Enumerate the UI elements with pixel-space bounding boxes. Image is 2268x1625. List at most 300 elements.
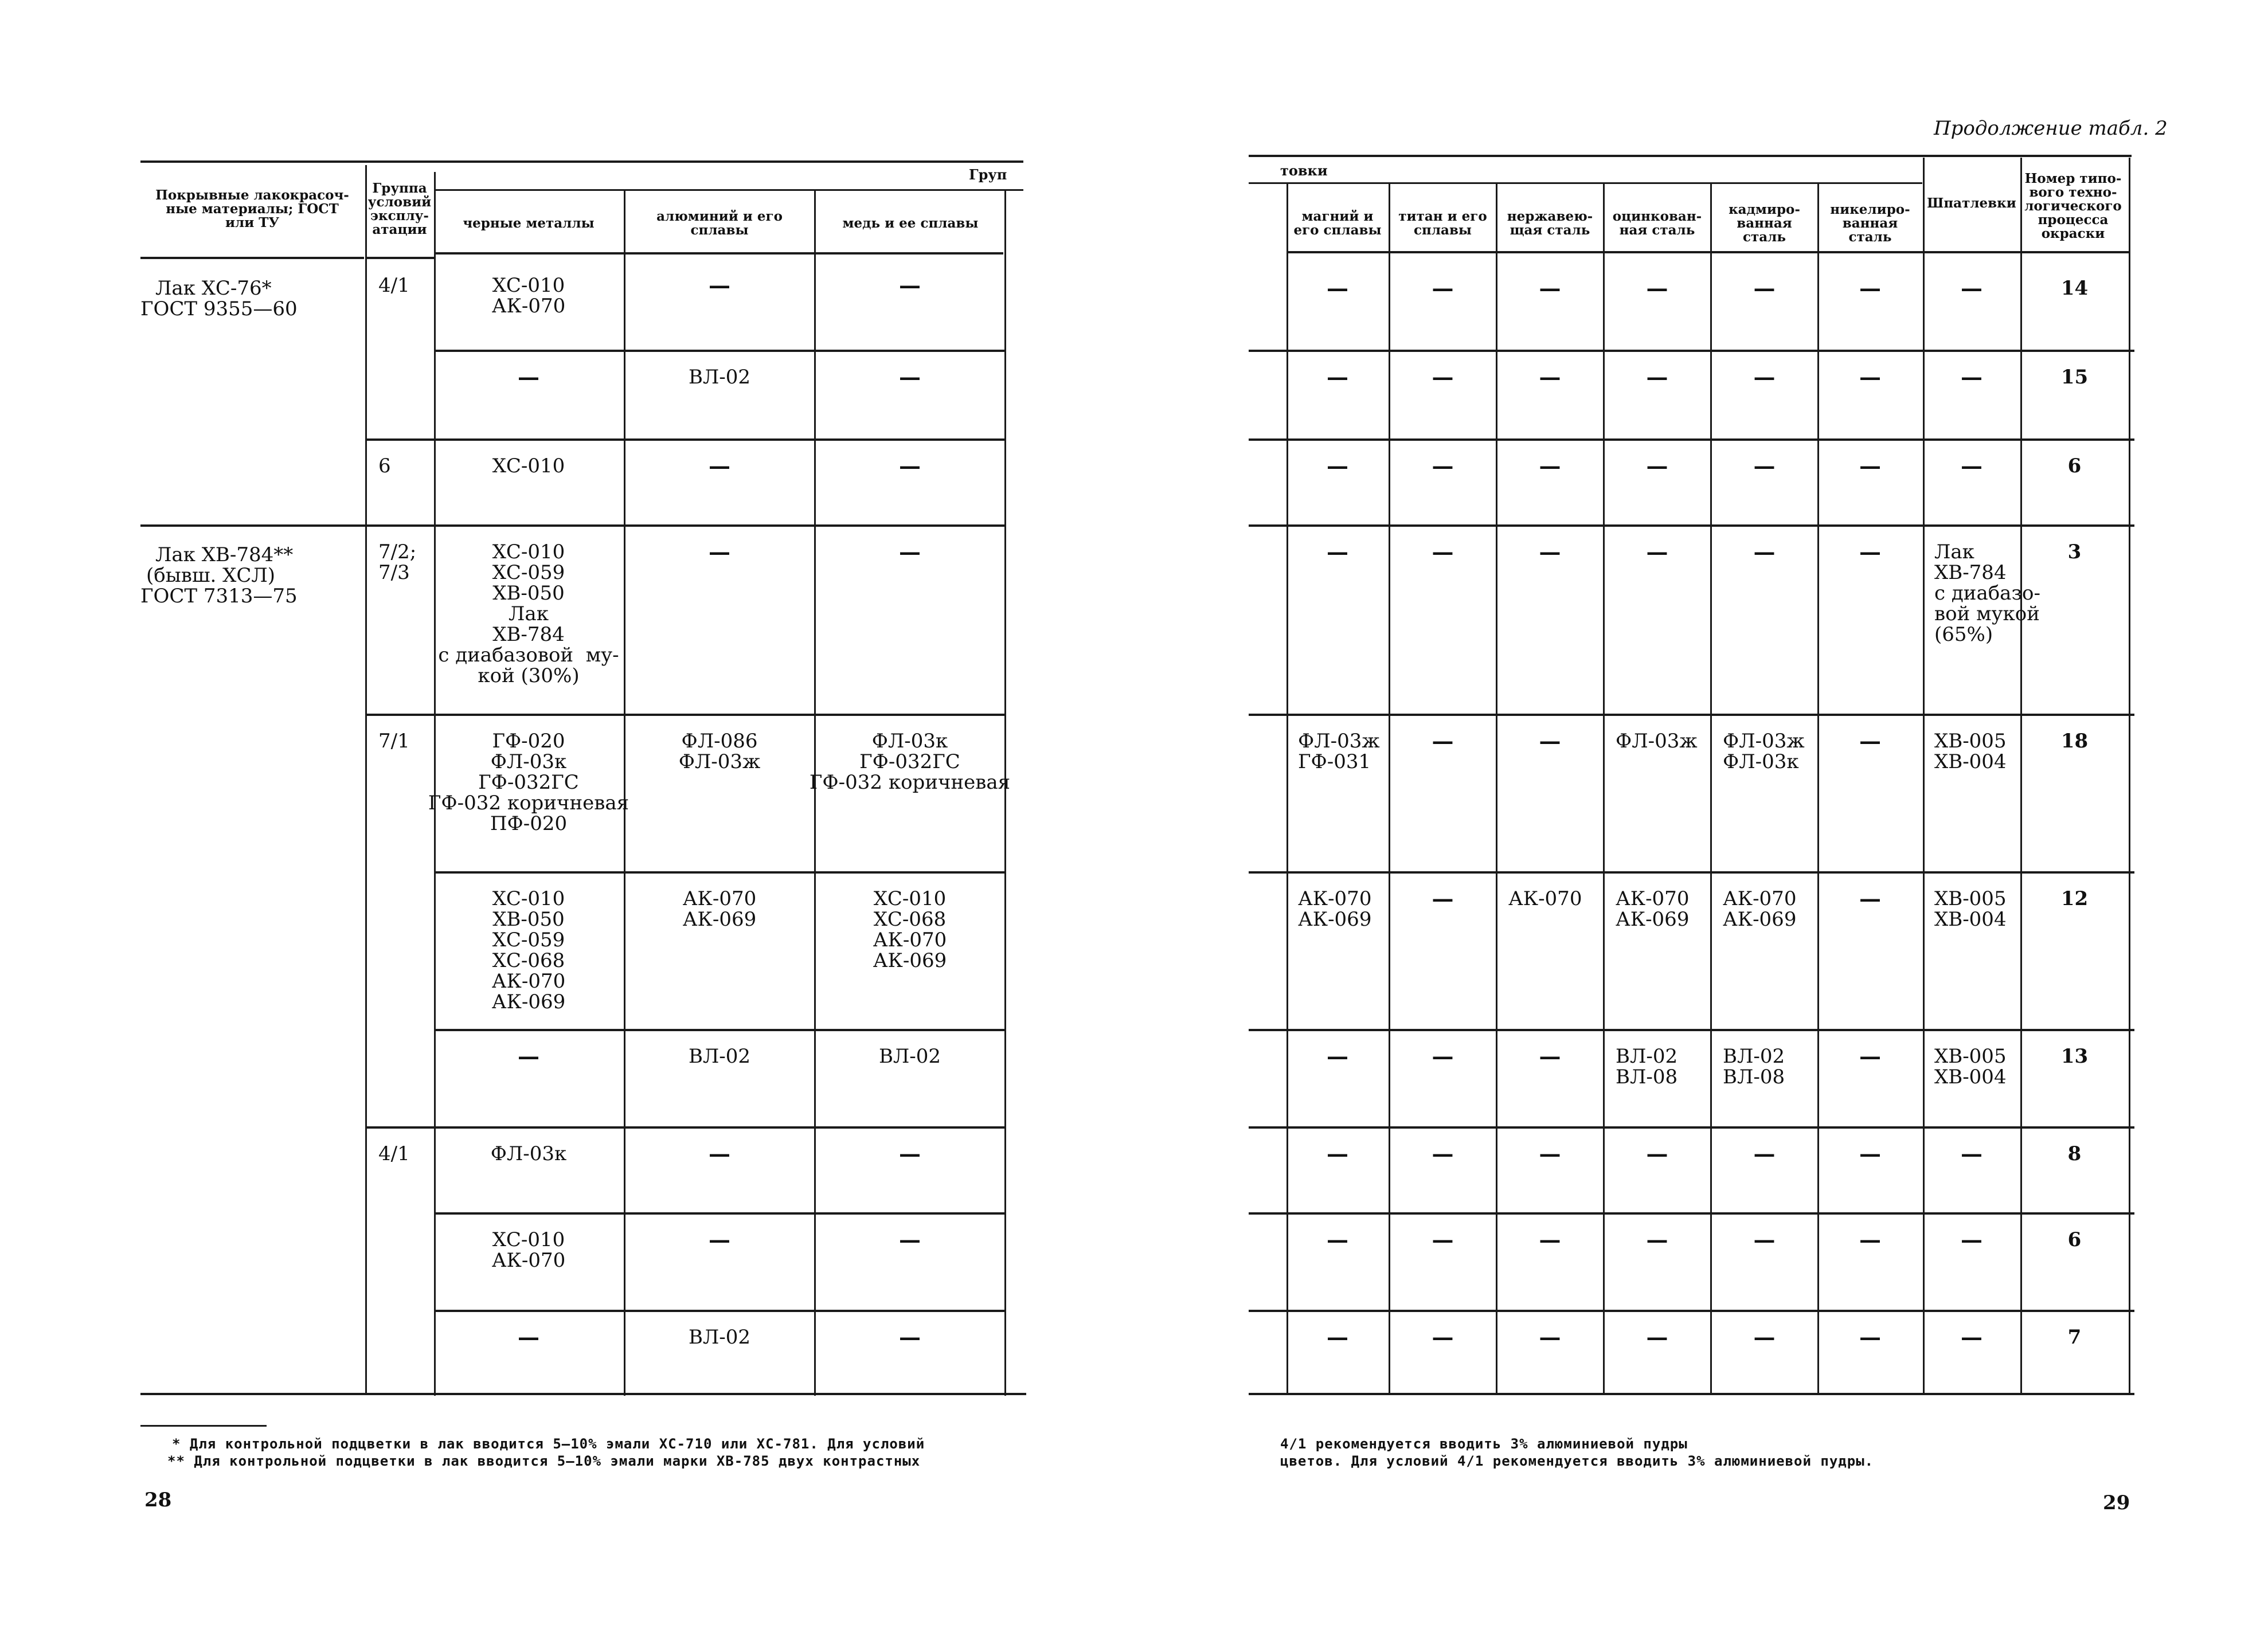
process-number: 12	[2060, 887, 2089, 910]
vline-col	[1603, 182, 1605, 1393]
black-metals-cell-line: ГФ-032 коричневая	[428, 792, 629, 815]
putty-cell-line: ХВ-005	[1934, 730, 2007, 753]
galv-cell	[1604, 1229, 1710, 1250]
st-cell-line: —	[1539, 728, 1561, 754]
ti-cell-line: —	[1432, 275, 1454, 301]
process-number-cell	[2021, 1144, 2128, 1164]
copper-cell	[815, 1229, 1004, 1250]
copper-cell-line: ГФ-032 коричневая	[809, 771, 1011, 794]
putty-cell-line: с диабазо-	[1934, 582, 2040, 605]
mg-cell-line: —	[1327, 1227, 1348, 1252]
st-cell-line: —	[1539, 1043, 1561, 1069]
ti-cell	[1390, 1043, 1496, 1069]
cad-cell-line: АК-069	[1723, 908, 1797, 931]
ti-cell-line: —	[1432, 1141, 1454, 1166]
putty-cell-line: (65%)	[1934, 623, 1993, 646]
mg-cell	[1286, 453, 1389, 479]
header-galvanized: оцинкован- ная сталь	[1612, 209, 1702, 238]
process-number: 3	[2067, 541, 2082, 563]
galv-cell-line: ФЛ-03ж	[1616, 730, 1698, 753]
ni-cell-line: —	[1859, 275, 1881, 301]
copper-cell-line: ХС-068	[873, 908, 947, 931]
ni-cell	[1819, 453, 1922, 479]
galv-cell	[1616, 888, 1710, 930]
cad-cell-line: —	[1753, 539, 1776, 565]
mg-cell-line: —	[1327, 275, 1348, 301]
cad-cell	[1711, 275, 1817, 301]
ti-cell	[1390, 1229, 1496, 1250]
process-number-cell	[2021, 456, 2128, 476]
copper-cell	[815, 453, 1004, 479]
cad-cell	[1711, 1324, 1817, 1350]
ni-cell	[1819, 728, 1922, 754]
black-metals-cell-line: Лак	[509, 602, 549, 625]
black-metals-cell-line: ХС-059	[492, 929, 565, 951]
galv-cell	[1616, 1046, 1710, 1087]
cad-cell	[1711, 453, 1817, 479]
ni-cell	[1819, 364, 1922, 390]
row-separator	[436, 1126, 1006, 1129]
galv-cell-line: —	[1646, 1324, 1668, 1350]
material-line: ГОСТ 7313—75	[140, 585, 298, 608]
mg-cell-line: —	[1327, 453, 1348, 479]
mg-cell	[1286, 364, 1389, 390]
cad-cell-line: ВЛ-08	[1723, 1066, 1785, 1088]
row-separator	[1249, 1126, 2134, 1129]
group-separator	[367, 524, 435, 527]
st-cell	[1497, 453, 1603, 479]
process-number-cell	[2021, 1046, 2128, 1067]
black-metals-cell-line: ХС-010	[492, 455, 565, 477]
cad-cell	[1711, 539, 1817, 565]
process-number-cell	[2021, 888, 2128, 909]
footnote-2: ** Для контрольной подцветки в лак вводится 5—10% эмали марки ХВ-785 двух контрастных	[167, 1453, 921, 1469]
putty-cell-line: —	[1961, 364, 1982, 390]
header-magnesium: магний и его сплавы	[1293, 209, 1382, 238]
aluminium-cell-line: —	[709, 272, 730, 298]
header-putty: Шпатлевки	[1927, 195, 2016, 211]
black-metals-cell-line: ХС-010	[492, 1228, 565, 1251]
header-copper: медь и ее сплавы	[842, 216, 979, 231]
copper-cell	[815, 1046, 1004, 1067]
aluminium-cell-line: ФЛ-086	[681, 730, 758, 753]
st-cell-line: —	[1539, 1141, 1561, 1166]
row-separator	[436, 1029, 1006, 1031]
aluminium-cell-line: —	[709, 1227, 730, 1252]
vline-col	[1496, 182, 1497, 1393]
mg-cell-line: ФЛ-03ж	[1298, 730, 1380, 753]
putty-cell-line: ХВ-004	[1934, 1066, 2007, 1088]
st-cell-line: —	[1539, 1227, 1561, 1252]
galv-cell-line: —	[1646, 453, 1668, 479]
row-separator	[1249, 1212, 2134, 1215]
row-separator	[1249, 714, 2134, 716]
material-line: Лак ХВ-784**	[155, 543, 294, 566]
vline-col	[1286, 182, 1288, 1393]
footnote-cont-2: цветов. Для условий 4/1 рекомендуется вводить 3% алюминиевой пудры.	[1280, 1453, 1874, 1469]
copper-cell-line: АК-070	[873, 929, 947, 951]
aluminium-cell-line: АК-069	[682, 908, 757, 931]
ni-cell-line: —	[1859, 728, 1881, 754]
st-cell	[1497, 1141, 1603, 1166]
aluminium-cell-line: ВЛ-02	[688, 1326, 751, 1349]
page-number-right: 29	[2103, 1491, 2130, 1514]
header-black-metals: черные металлы	[463, 216, 595, 231]
mg-cell	[1286, 1229, 1389, 1250]
material-separator	[140, 524, 365, 527]
cad-cell-line: ФЛ-03ж	[1723, 730, 1805, 753]
black-metals-cell-line: ХВ-784	[492, 623, 565, 646]
copper-cell-line: —	[899, 1324, 921, 1350]
ti-cell	[1390, 275, 1496, 301]
ni-cell	[1819, 1229, 1922, 1250]
aluminium-cell-line: —	[709, 539, 730, 565]
galv-cell	[1604, 453, 1710, 479]
group-cell: 7/1	[378, 730, 410, 753]
process-number: 6	[2067, 1228, 2082, 1251]
galv-cell-line: АК-070	[1616, 887, 1690, 910]
putty-cell-line: ХВ-005	[1934, 1045, 2007, 1068]
galv-cell-line: АК-069	[1616, 908, 1690, 931]
aluminium-cell	[625, 731, 814, 772]
putty-cell-line: ХВ-005	[1934, 887, 2007, 910]
black-metals-cell-line: ХС-010	[492, 274, 565, 297]
black-metals-cell-line: с диабазовой му-	[438, 644, 619, 667]
st-cell	[1497, 539, 1603, 565]
ni-cell	[1819, 888, 1922, 909]
copper-cell	[815, 1324, 1004, 1350]
putty-cell	[1923, 1141, 2020, 1166]
galv-cell-line: —	[1646, 539, 1668, 565]
aluminium-cell	[625, 453, 814, 479]
process-number-cell	[2021, 278, 2128, 299]
ni-cell-line: —	[1859, 1141, 1881, 1166]
st-cell	[1497, 1043, 1603, 1069]
mg-cell	[1286, 1324, 1389, 1350]
ni-cell-line: —	[1859, 453, 1881, 479]
ni-cell-line: —	[1859, 886, 1881, 911]
right-page	[1134, 0, 2268, 1625]
ni-cell	[1819, 275, 1922, 301]
cad-cell-line: —	[1753, 453, 1776, 479]
group-separator	[367, 1126, 435, 1129]
galv-cell	[1604, 1324, 1710, 1350]
mg-cell-line: ГФ-031	[1298, 750, 1371, 773]
row-separator	[436, 438, 1006, 441]
ni-cell	[1819, 1141, 1922, 1166]
black-metals-cell	[434, 364, 623, 390]
putty-cell	[1923, 364, 2020, 390]
process-number-cell	[2021, 731, 2128, 751]
mg-cell-line: —	[1327, 364, 1348, 390]
group-cell: 7/2; 7/3	[378, 541, 417, 584]
ni-cell-line: —	[1859, 1043, 1881, 1069]
mg-cell-line: —	[1327, 539, 1348, 565]
ti-cell	[1390, 728, 1496, 754]
aluminium-cell	[625, 367, 814, 387]
galv-cell-line: ВЛ-02	[1616, 1045, 1678, 1068]
putty-cell	[1923, 453, 2020, 479]
material-line: Лак ХС-76*	[155, 277, 272, 300]
aluminium-cell	[625, 1046, 814, 1067]
st-cell-line: —	[1539, 453, 1561, 479]
ti-cell	[1390, 888, 1496, 909]
process-number: 14	[2060, 277, 2089, 300]
mg-cell	[1298, 731, 1389, 772]
copper-cell-line: ФЛ-03к	[871, 730, 948, 753]
putty-cell	[1934, 731, 2020, 772]
header-cadmium: кадмиро- ванная сталь	[1729, 202, 1800, 245]
putty-cell-line: ХВ-004	[1934, 908, 2007, 931]
process-number: 7	[2067, 1326, 2082, 1349]
galv-cell	[1604, 1141, 1710, 1166]
aluminium-cell	[625, 272, 814, 298]
copper-cell-line: —	[899, 272, 921, 298]
aluminium-cell-line: ФЛ-03ж	[678, 750, 761, 773]
row-separator	[1249, 1029, 2134, 1031]
putty-cell-line: —	[1961, 275, 1982, 301]
top-rule	[1249, 155, 2132, 157]
st-cell	[1497, 728, 1603, 754]
cad-cell	[1711, 364, 1817, 390]
ti-cell-line: —	[1432, 453, 1454, 479]
material-xv784	[140, 545, 358, 606]
copper-cell-line: ХС-010	[873, 887, 947, 910]
copper-cell	[815, 539, 1004, 565]
putty-cell-line: —	[1961, 1227, 1982, 1252]
process-number-cell	[2021, 1327, 2128, 1348]
header-aluminium: алюминий и его сплавы	[656, 209, 783, 238]
bottom-rule	[1249, 1393, 2134, 1395]
process-number: 8	[2067, 1142, 2082, 1165]
black-metals-cell-line: —	[518, 1324, 539, 1350]
ti-cell-line: —	[1432, 539, 1454, 565]
ti-cell	[1390, 1324, 1496, 1350]
group-header-cut-right: товки	[1280, 162, 1328, 179]
row-separator	[436, 350, 1006, 352]
aluminium-cell-line: АК-070	[682, 887, 757, 910]
process-number: 18	[2060, 730, 2089, 753]
black-metals-cell-line: АК-069	[491, 990, 566, 1013]
black-metals-cell-line: АК-070	[491, 970, 566, 993]
ti-cell-line: —	[1432, 1227, 1454, 1252]
row-separator	[436, 1212, 1006, 1215]
cad-cell-line: —	[1753, 275, 1776, 301]
mg-cell-line: АК-070	[1298, 887, 1372, 910]
st-cell-line: —	[1539, 364, 1561, 390]
copper-cell	[815, 1141, 1004, 1166]
header-stainless: нержавею- щая сталь	[1507, 209, 1593, 238]
ni-cell	[1819, 1324, 1922, 1350]
putty-cell-line: —	[1961, 1141, 1982, 1166]
st-cell	[1497, 1229, 1603, 1250]
black-metals-cell-line: ХС-010	[492, 541, 565, 563]
black-metals-cell-line: ХС-059	[492, 561, 565, 584]
ni-cell	[1819, 539, 1922, 565]
copper-cell-line: —	[899, 1141, 921, 1166]
row-separator	[436, 714, 1006, 716]
ti-cell	[1390, 539, 1496, 565]
ni-cell-line: —	[1859, 1324, 1881, 1350]
mg-cell	[1286, 275, 1389, 301]
st-cell-line: —	[1539, 539, 1561, 565]
cad-cell	[1711, 1141, 1817, 1166]
putty-cell	[1934, 888, 2020, 930]
black-metals-cell-line: —	[518, 364, 539, 390]
galv-cell-line: —	[1646, 364, 1668, 390]
mg-cell-line: АК-069	[1298, 908, 1372, 931]
aluminium-cell-line: —	[709, 453, 730, 479]
group-cell: 4/1	[378, 1142, 410, 1165]
putty-cell	[1923, 275, 2020, 301]
row-separator	[436, 524, 1006, 527]
header-process-number: Номер типо- вого техно- логического процесса окраски	[2024, 171, 2122, 241]
putty-cell	[1934, 1046, 2020, 1087]
header-nickel: никелиро- ванная сталь	[1830, 202, 1910, 245]
cad-cell-line: ВЛ-02	[1723, 1045, 1785, 1068]
material-line: (бывш. ХСЛ)	[146, 564, 276, 587]
group-cell: 4/1	[378, 274, 410, 297]
black-metals-cell-line: ПФ-020	[490, 812, 568, 835]
copper-cell-line: ВЛ-02	[878, 1045, 941, 1068]
process-number-cell	[2021, 367, 2128, 387]
galv-cell-line: —	[1646, 1227, 1668, 1252]
row-separator	[1249, 524, 2134, 527]
row-separator	[1249, 1310, 2134, 1312]
black-metals-cell-line: АК-070	[491, 295, 566, 318]
process-number: 13	[2060, 1045, 2089, 1068]
cad-cell	[1723, 888, 1817, 930]
header-titanium: титан и его сплавы	[1398, 209, 1487, 238]
st-cell	[1508, 888, 1603, 909]
black-metals-cell	[434, 542, 623, 686]
header-bottom-group	[367, 257, 436, 259]
putty-cell-line: —	[1961, 1324, 1982, 1350]
ti-cell-line: —	[1432, 1324, 1454, 1350]
ti-cell-line: —	[1432, 728, 1454, 754]
black-metals-cell-line: кой (30%)	[478, 664, 580, 687]
st-cell-line: —	[1539, 1324, 1561, 1350]
st-cell-line: АК-070	[1508, 887, 1582, 910]
black-metals-cell	[434, 1043, 623, 1069]
putty-cell-line: —	[1961, 453, 1982, 479]
footnote-cont-1: 4/1 рекомендуется вводить 3% алюминиевой пудры	[1280, 1436, 1688, 1452]
group-separator	[367, 438, 435, 441]
material-line: ГОСТ 9355—60	[140, 297, 298, 320]
row-separator	[436, 871, 1006, 874]
galv-cell	[1604, 364, 1710, 390]
process-number: 15	[2060, 366, 2089, 389]
ti-cell-line: —	[1432, 364, 1454, 390]
group-cell: 6	[378, 455, 391, 477]
ti-cell	[1390, 1141, 1496, 1166]
footnote-rule	[140, 1425, 267, 1427]
st-cell	[1497, 364, 1603, 390]
cad-cell-line: ФЛ-03к	[1723, 750, 1799, 773]
vline-col	[1389, 182, 1390, 1393]
aluminium-cell-line: ВЛ-02	[688, 1045, 751, 1068]
cad-cell	[1723, 731, 1817, 772]
black-metals-cell-line: ХС-068	[492, 949, 565, 972]
bottom-rule	[140, 1393, 1026, 1395]
header-material: Покрывные лакокрасоч- ные материалы; ГОСТ или ТУ	[155, 187, 349, 230]
galv-cell-line: —	[1646, 275, 1668, 301]
copper-cell	[815, 364, 1004, 390]
black-metals-cell	[434, 456, 623, 476]
st-cell	[1497, 275, 1603, 301]
black-metals-cell-line: ГФ-020	[492, 730, 565, 753]
cad-cell-line: —	[1753, 364, 1776, 390]
copper-cell	[809, 730, 1011, 794]
black-metals-cell-line: ХВ-050	[492, 908, 565, 931]
putty-cell	[1934, 541, 2040, 646]
black-metals-cell-line: АК-070	[491, 1249, 566, 1272]
aluminium-cell	[625, 888, 814, 930]
group-separator	[367, 714, 435, 716]
st-cell-line: —	[1539, 275, 1561, 301]
black-metals-cell-line: ФЛ-03к	[490, 1142, 567, 1165]
row-separator	[1249, 350, 2134, 352]
putty-cell-line: вой мукой	[1934, 602, 2040, 625]
cad-cell-line: —	[1753, 1227, 1776, 1252]
black-metals-cell-line: ФЛ-03к	[490, 750, 567, 773]
aluminium-cell-line: —	[709, 1141, 730, 1166]
header-group: Группа условий эксплу- атации	[367, 181, 432, 237]
galv-cell	[1604, 275, 1710, 301]
copper-cell	[815, 272, 1004, 298]
black-metals-cell	[428, 730, 629, 835]
aluminium-cell	[625, 1229, 814, 1250]
group-subrule	[436, 189, 1023, 191]
copper-cell	[815, 888, 1004, 971]
mg-cell-line: —	[1327, 1324, 1348, 1350]
cad-cell	[1723, 1046, 1817, 1087]
vline-right	[2129, 158, 2130, 1393]
black-metals-cell-line: ХВ-050	[492, 582, 565, 605]
black-metals-cell	[434, 888, 623, 1012]
copper-cell-line: ГФ-032ГС	[859, 750, 960, 773]
st-cell	[1497, 1324, 1603, 1350]
vline-col	[1817, 182, 1819, 1393]
cad-cell-line: АК-070	[1723, 887, 1797, 910]
footnote-1: * Для контрольной подцветки в лак вводится 5—10% эмали ХС-710 или ХС-781. Для условий	[172, 1436, 925, 1452]
putty-cell-line: Лак	[1934, 541, 1974, 563]
ti-cell-line: —	[1432, 886, 1454, 911]
black-metals-cell-line: ГФ-032ГС	[478, 771, 579, 794]
aluminium-cell-line: ВЛ-02	[688, 366, 751, 389]
ti-cell-line: —	[1432, 1043, 1454, 1069]
row-separator	[436, 1310, 1006, 1312]
header-bottom-metals	[436, 252, 1003, 254]
mg-cell	[1298, 888, 1389, 930]
cad-cell-line: —	[1753, 1141, 1776, 1166]
mg-cell	[1286, 1141, 1389, 1166]
copper-cell-line: —	[899, 364, 921, 390]
cad-cell	[1711, 1229, 1817, 1250]
putty-cell-line: ХВ-784	[1934, 561, 2007, 584]
group-subrule	[1249, 182, 1922, 184]
ni-cell-line: —	[1859, 364, 1881, 390]
black-metals-cell-line: —	[518, 1043, 539, 1069]
copper-cell-line: —	[899, 539, 921, 565]
copper-cell-line: АК-069	[873, 949, 947, 972]
mg-cell-line: —	[1327, 1141, 1348, 1166]
row-separator	[1249, 438, 2134, 441]
page-number-left: 28	[144, 1489, 172, 1512]
ti-cell	[1390, 364, 1496, 390]
ni-cell-line: —	[1859, 1227, 1881, 1252]
mg-cell	[1286, 1043, 1389, 1069]
